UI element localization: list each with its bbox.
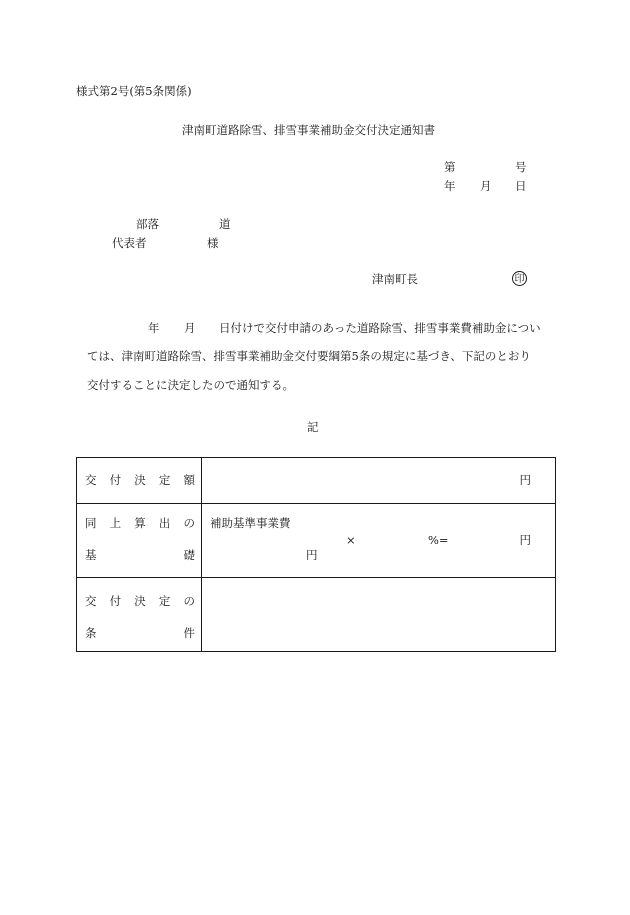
ki-heading: 記 <box>307 420 319 434</box>
recipient-sama: 様 <box>207 236 219 250</box>
recipient-representative: 代表者 <box>112 236 147 250</box>
value-cell-amount <box>202 458 556 504</box>
table-row-amount <box>77 458 556 504</box>
value-cell-conditions <box>202 578 556 652</box>
label-char: 件 <box>183 626 195 640</box>
subsidy-table <box>76 457 556 652</box>
label-char: 額 <box>183 473 195 487</box>
label-char: 決 <box>134 594 146 608</box>
label-char: 定 <box>158 594 171 608</box>
doc-number-dai: 第 <box>444 160 456 174</box>
label-cell-amount <box>77 458 202 504</box>
label-basis-line2 <box>85 550 195 562</box>
label-cell-conditions <box>77 578 202 652</box>
label-conditions-line1 <box>85 596 195 608</box>
label-conditions-line2 <box>85 628 195 640</box>
label-char: 上 <box>109 516 122 530</box>
seal-mark: 印 <box>512 271 527 286</box>
cost-label: 補助基準事業費 <box>210 516 291 530</box>
recipient-buraku: 部落 <box>136 217 159 231</box>
date-year: 年 <box>444 179 456 193</box>
date-day: 日 <box>515 179 527 193</box>
label-char: 決 <box>134 473 146 487</box>
recipient-michi: 道 <box>219 217 231 231</box>
times-symbol: × <box>346 533 356 547</box>
label-char: 交 <box>85 594 97 608</box>
label-char: 出 <box>158 516 171 530</box>
label-amount <box>85 475 195 487</box>
label-char: 定 <box>158 473 171 487</box>
amount-yen: 円 <box>519 473 531 487</box>
label-char: 付 <box>109 594 122 608</box>
form-code: 様式第2号(第5条関係) <box>76 84 192 98</box>
cost-yen: 円 <box>306 548 318 562</box>
issuer-title: 津南町長 <box>372 272 418 286</box>
body-month: 月 <box>184 321 196 335</box>
doc-number-go: 号 <box>515 160 527 174</box>
value-cell-basis <box>202 504 556 578</box>
label-char: 基 <box>85 548 97 562</box>
label-char: 算 <box>134 516 146 530</box>
label-char: 同 <box>85 516 97 530</box>
body-line-1: 日付けで交付申請のあった道路除雪、排雪事業費補助金につい <box>219 321 541 335</box>
table-row-conditions <box>77 578 556 652</box>
label-char: 付 <box>109 473 122 487</box>
label-char: の <box>183 516 195 530</box>
label-char: 交 <box>85 473 97 487</box>
percent-equals: %= <box>428 533 449 547</box>
label-cell-basis <box>77 504 202 578</box>
body-line-2: ては、津南町道路除雪、排雪事業補助金交付要綱第5条の規定に基づき、下記のとおり <box>87 349 531 363</box>
body-year: 年 <box>148 321 160 335</box>
label-char: 礎 <box>183 548 195 562</box>
date-month: 月 <box>480 179 492 193</box>
label-basis-line1 <box>85 518 195 530</box>
body-line-3: 交付することに決定したので通知する。 <box>87 378 294 392</box>
table-row-basis <box>77 504 556 578</box>
result-yen: 円 <box>519 533 531 547</box>
label-char: 条 <box>85 626 97 640</box>
label-char: の <box>183 594 195 608</box>
document-title: 津南町道路除雪、排雪事業補助金交付決定通知書 <box>182 123 435 137</box>
